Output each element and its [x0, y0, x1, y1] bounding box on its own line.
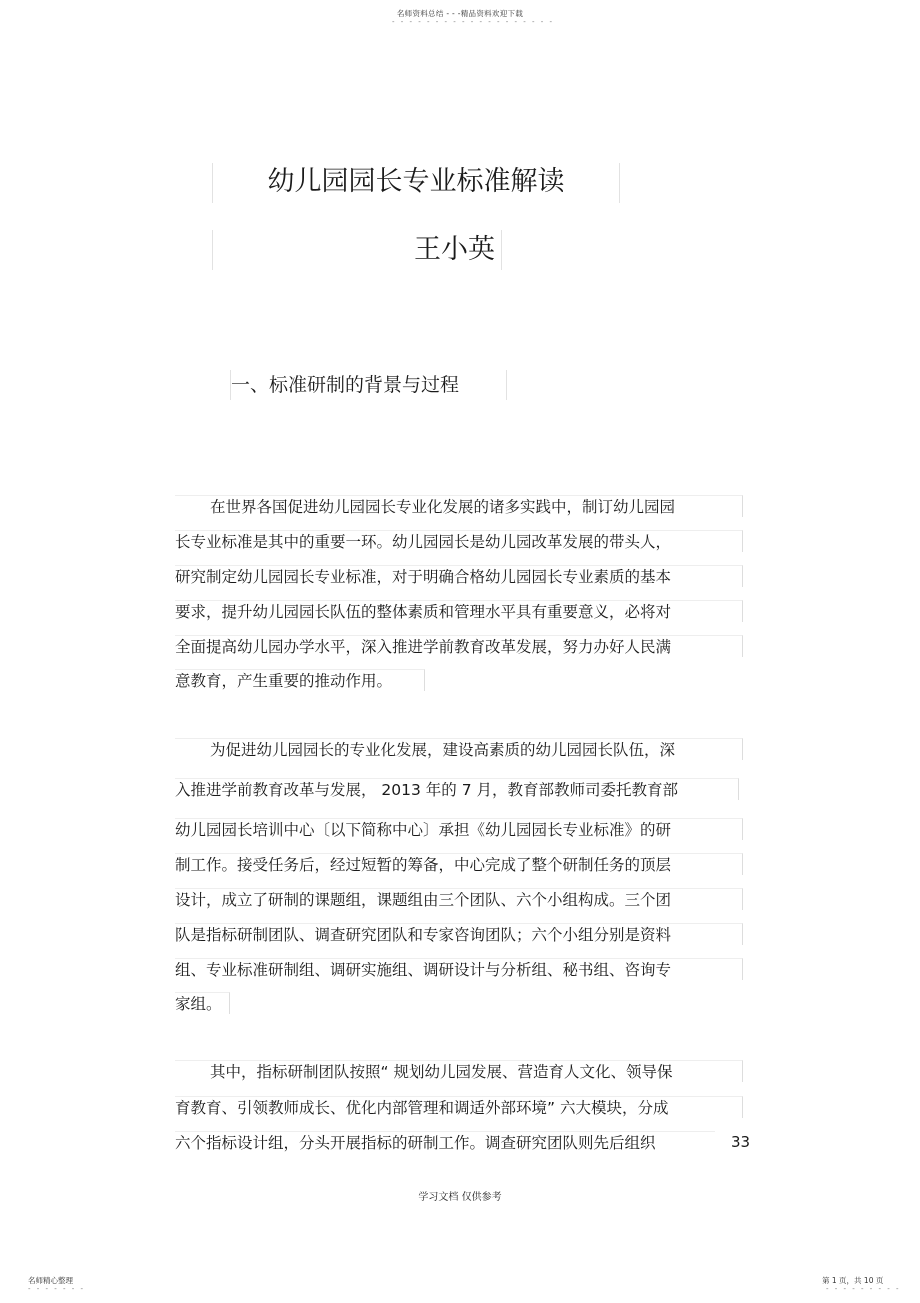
- paragraph-1-line-1: 在世界各国促进幼儿园园长专业化发展的诸多实践中，制订幼儿园园: [175, 495, 743, 517]
- paragraph-3-line-1: 其中，指标研制团队按照“ 规划幼儿园发展、营造育人文化、领导保: [175, 1060, 743, 1082]
- paragraph-2-line-8: 家组。: [175, 992, 230, 1014]
- header-dots: - - - - - - - - - - - - - - - - - - -: [392, 18, 555, 26]
- footer-left-label: 名师精心整理: [28, 1276, 73, 1285]
- footer-caption: 学习文档 仅供参考: [418, 1192, 502, 1203]
- paragraph-2-line-1: 为促进幼儿园园长的专业化发展，建设高素质的幼儿园园长队伍，深: [175, 738, 743, 760]
- footer-left-dots: - - - - - - -: [28, 1285, 86, 1293]
- section-heading: 一、标准研制的背景与过程: [230, 370, 507, 400]
- paragraph-3-line-2: 育教育、引领教师成长、优化内部管理和调适外部环境” 六大模块，分成: [175, 1096, 743, 1118]
- paragraph-1-line-2: 长专业标准是其中的重要一环。幼儿园园长是幼儿园改革发展的带头人，: [175, 530, 743, 552]
- page-count: 第 1 页，共 10 页: [822, 1276, 884, 1285]
- paragraph-2-line-7: 组、专业标准研制组、调研实施组、调研设计与分析组、秘书组、咨询专: [175, 958, 743, 980]
- paragraph-1-line-6: 意教育，产生重要的推动作用。: [175, 669, 425, 691]
- document-title: 幼儿园园长专业标准解读: [212, 163, 620, 203]
- header-banner: 名师资料总结 - - -精品资料欢迎下载: [396, 9, 524, 18]
- paragraph-2-line-4: 制工作。接受任务后，经过短暂的筹备，中心完成了整个研制任务的顶层: [175, 853, 743, 875]
- paragraph-2-line-6: 队是指标研制团队、调查研究团队和专家咨询团队；六个小组分别是资料: [175, 923, 743, 945]
- paragraph-2-line-3: 幼儿园园长培训中心〔以下简称中心〕承担《幼儿园园长专业标准》的研: [175, 818, 743, 840]
- paragraph-1-line-3: 研究制定幼儿园园长专业标准，对于明确合格幼儿园园长专业素质的基本: [175, 565, 743, 587]
- paragraph-2-line-5: 设计，成立了研制的课题组，课题组由三个团队、六个小组构成。三个团: [175, 888, 743, 910]
- paragraph-2-line-2: 入推进学前教育改革与发展， 2013 年的 7 月，教育部教师司委托教育部: [175, 778, 739, 800]
- paragraph-1-line-4: 要求，提升幼儿园园长队伍的整体素质和管理水平具有重要意义，必将对: [175, 600, 743, 622]
- paragraph-1-line-5: 全面提高幼儿园办学水平，深入推进学前教育改革发展，努力办好人民满: [175, 635, 743, 657]
- footer-right-dots: - - - - - - - - -: [826, 1285, 901, 1293]
- author-name: 王小英: [212, 230, 502, 270]
- paragraph-3-line-3: 六个指标设计组，分头开展指标的研制工作。调查研究团队则先后组织: [175, 1131, 715, 1153]
- page-marker: 33: [731, 1133, 751, 1151]
